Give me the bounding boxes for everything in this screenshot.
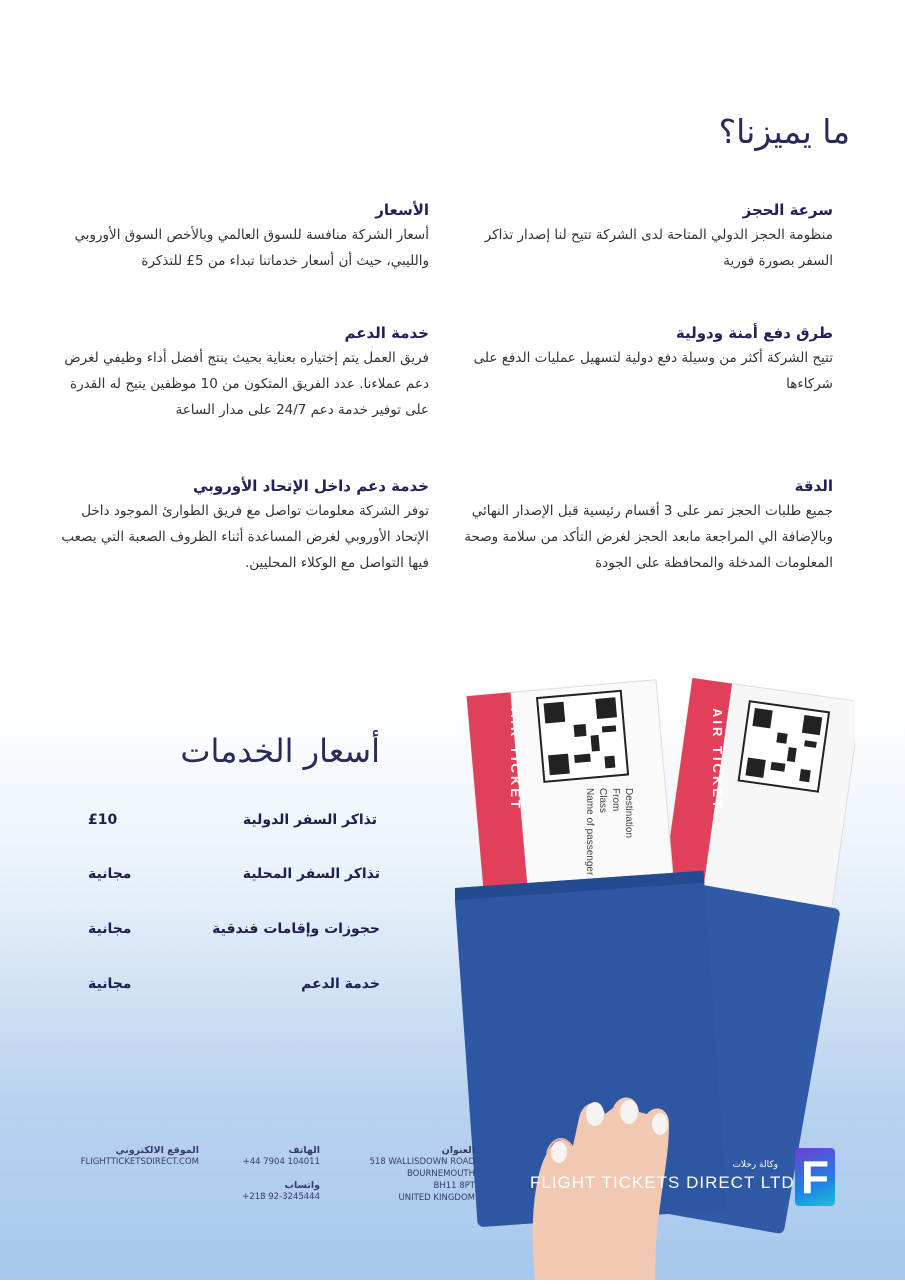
service-price: مجانية xyxy=(88,921,132,937)
phone-value[interactable]: +44 7904 104011 xyxy=(242,1157,320,1167)
address-line: BOURNEMOUTH xyxy=(406,1169,475,1179)
feature-body: تتيح الشركة أكثر من وسيلة دفع دولية لتسهيل عمليات الدفع على شركاءها xyxy=(473,350,833,392)
address-label: العنوان xyxy=(441,1145,475,1156)
ticket-field: Name of passenger xyxy=(584,788,595,876)
website-link[interactable]: FLIGHTTICKETSDIRECT.COM xyxy=(80,1157,199,1167)
brand-name: FLIGHT TICKETS DIRECT LTD xyxy=(530,1173,795,1192)
website-label: الموقع الالكتروني xyxy=(115,1145,199,1156)
service-name: حجوزات وإقامات فندقية xyxy=(212,921,380,937)
feature-eu-support xyxy=(49,474,429,576)
address-line: 518 WALLISDOWN ROAD xyxy=(369,1157,475,1167)
feature-body: أسعار الشركة منافسة للسوق العالمي وبالأخص السوق الأوروبي والليبي، حيث أن أسعار خدماتنا تبداء من 5£ للتذكرة xyxy=(74,227,429,269)
whatsapp-label: واتساب xyxy=(284,1180,320,1191)
feature-body: توفر الشركة معلومات تواصل مع فريق الطوارئ الموجود داخل الإتحاد الأوروبي لغرض المساعدة أثناء الظروف الصعبة التي يصعب فيها التواصل مع الوكلاء المحليين. xyxy=(61,503,429,571)
service-name: خدمة الدعم xyxy=(301,976,380,992)
service-price: £10 xyxy=(88,812,118,828)
feature-body: منظومة الحجز الدولي المتاحة لدى الشركة تتيح لنا إصدار تذاكر السفر بصورة فورية xyxy=(484,227,833,269)
service-price: مجانية xyxy=(88,976,132,992)
feature-title: سرعة الحجز xyxy=(742,201,833,219)
whatsapp-value[interactable]: +218 92-3245444 xyxy=(242,1192,320,1202)
service-price: مجانية xyxy=(88,866,132,882)
feature-prices xyxy=(49,198,429,274)
ticket-fields xyxy=(583,788,635,875)
contact-website xyxy=(49,1145,199,1168)
feature-body: فريق العمل يتم إختياره بعناية بحيث ينتج أفضل أداء وظيفي لغرض دعم عملاءنا. عدد الفريق المتكون من 10 موظفين يتيح له القدرة على توفير خدمة دعم 24/7 على مدار الساعة xyxy=(64,350,429,418)
address-line: UNITED KINGDOM xyxy=(398,1193,475,1203)
ticket-field: Destination xyxy=(623,788,634,839)
agency-label: وكالة رحلات xyxy=(732,1160,778,1170)
service-name: تذاكر السفر المحلية xyxy=(242,866,380,882)
feature-booking-speed xyxy=(453,198,833,274)
air-ticket-label: AIR TICKET xyxy=(710,708,725,811)
service-name: تذاكر السفر الدولية xyxy=(242,812,377,828)
feature-accuracy xyxy=(453,474,833,576)
brand-logo-icon: F xyxy=(795,1148,835,1206)
air-ticket-label: AIR TICKET xyxy=(508,708,523,811)
feature-body: جميع طلبات الحجز تمر على 3 أقسام رئيسية قبل الإصدار النهائي وبالإضافة الي المراجعة مابعد الحجز لغرض التأكد من سلامة وصحة المعلومات المدخلة والمحافظة على الجودة xyxy=(464,503,833,571)
contact-phone xyxy=(210,1145,320,1203)
feature-title: خدمة دعم داخل الإتحاد الأوروبي xyxy=(193,477,429,495)
phone-label: الهاتف xyxy=(288,1145,320,1156)
feature-title: طرق دفع أمنة ودولية xyxy=(675,324,833,342)
services-title: أسعار الخدمات xyxy=(180,732,380,770)
address-line: BH11 8PT xyxy=(433,1181,475,1191)
feature-title: خدمة الدعم xyxy=(344,324,429,342)
feature-payment-methods xyxy=(453,321,833,397)
ticket-field: From xyxy=(610,788,621,812)
contact-address xyxy=(315,1145,475,1204)
page-title: ما يميزنا؟ xyxy=(718,112,850,151)
ticket-field: Class xyxy=(597,788,608,814)
feature-support-service xyxy=(49,321,429,423)
feature-title: الدقة xyxy=(794,477,833,495)
feature-title: الأسعار xyxy=(375,201,429,219)
